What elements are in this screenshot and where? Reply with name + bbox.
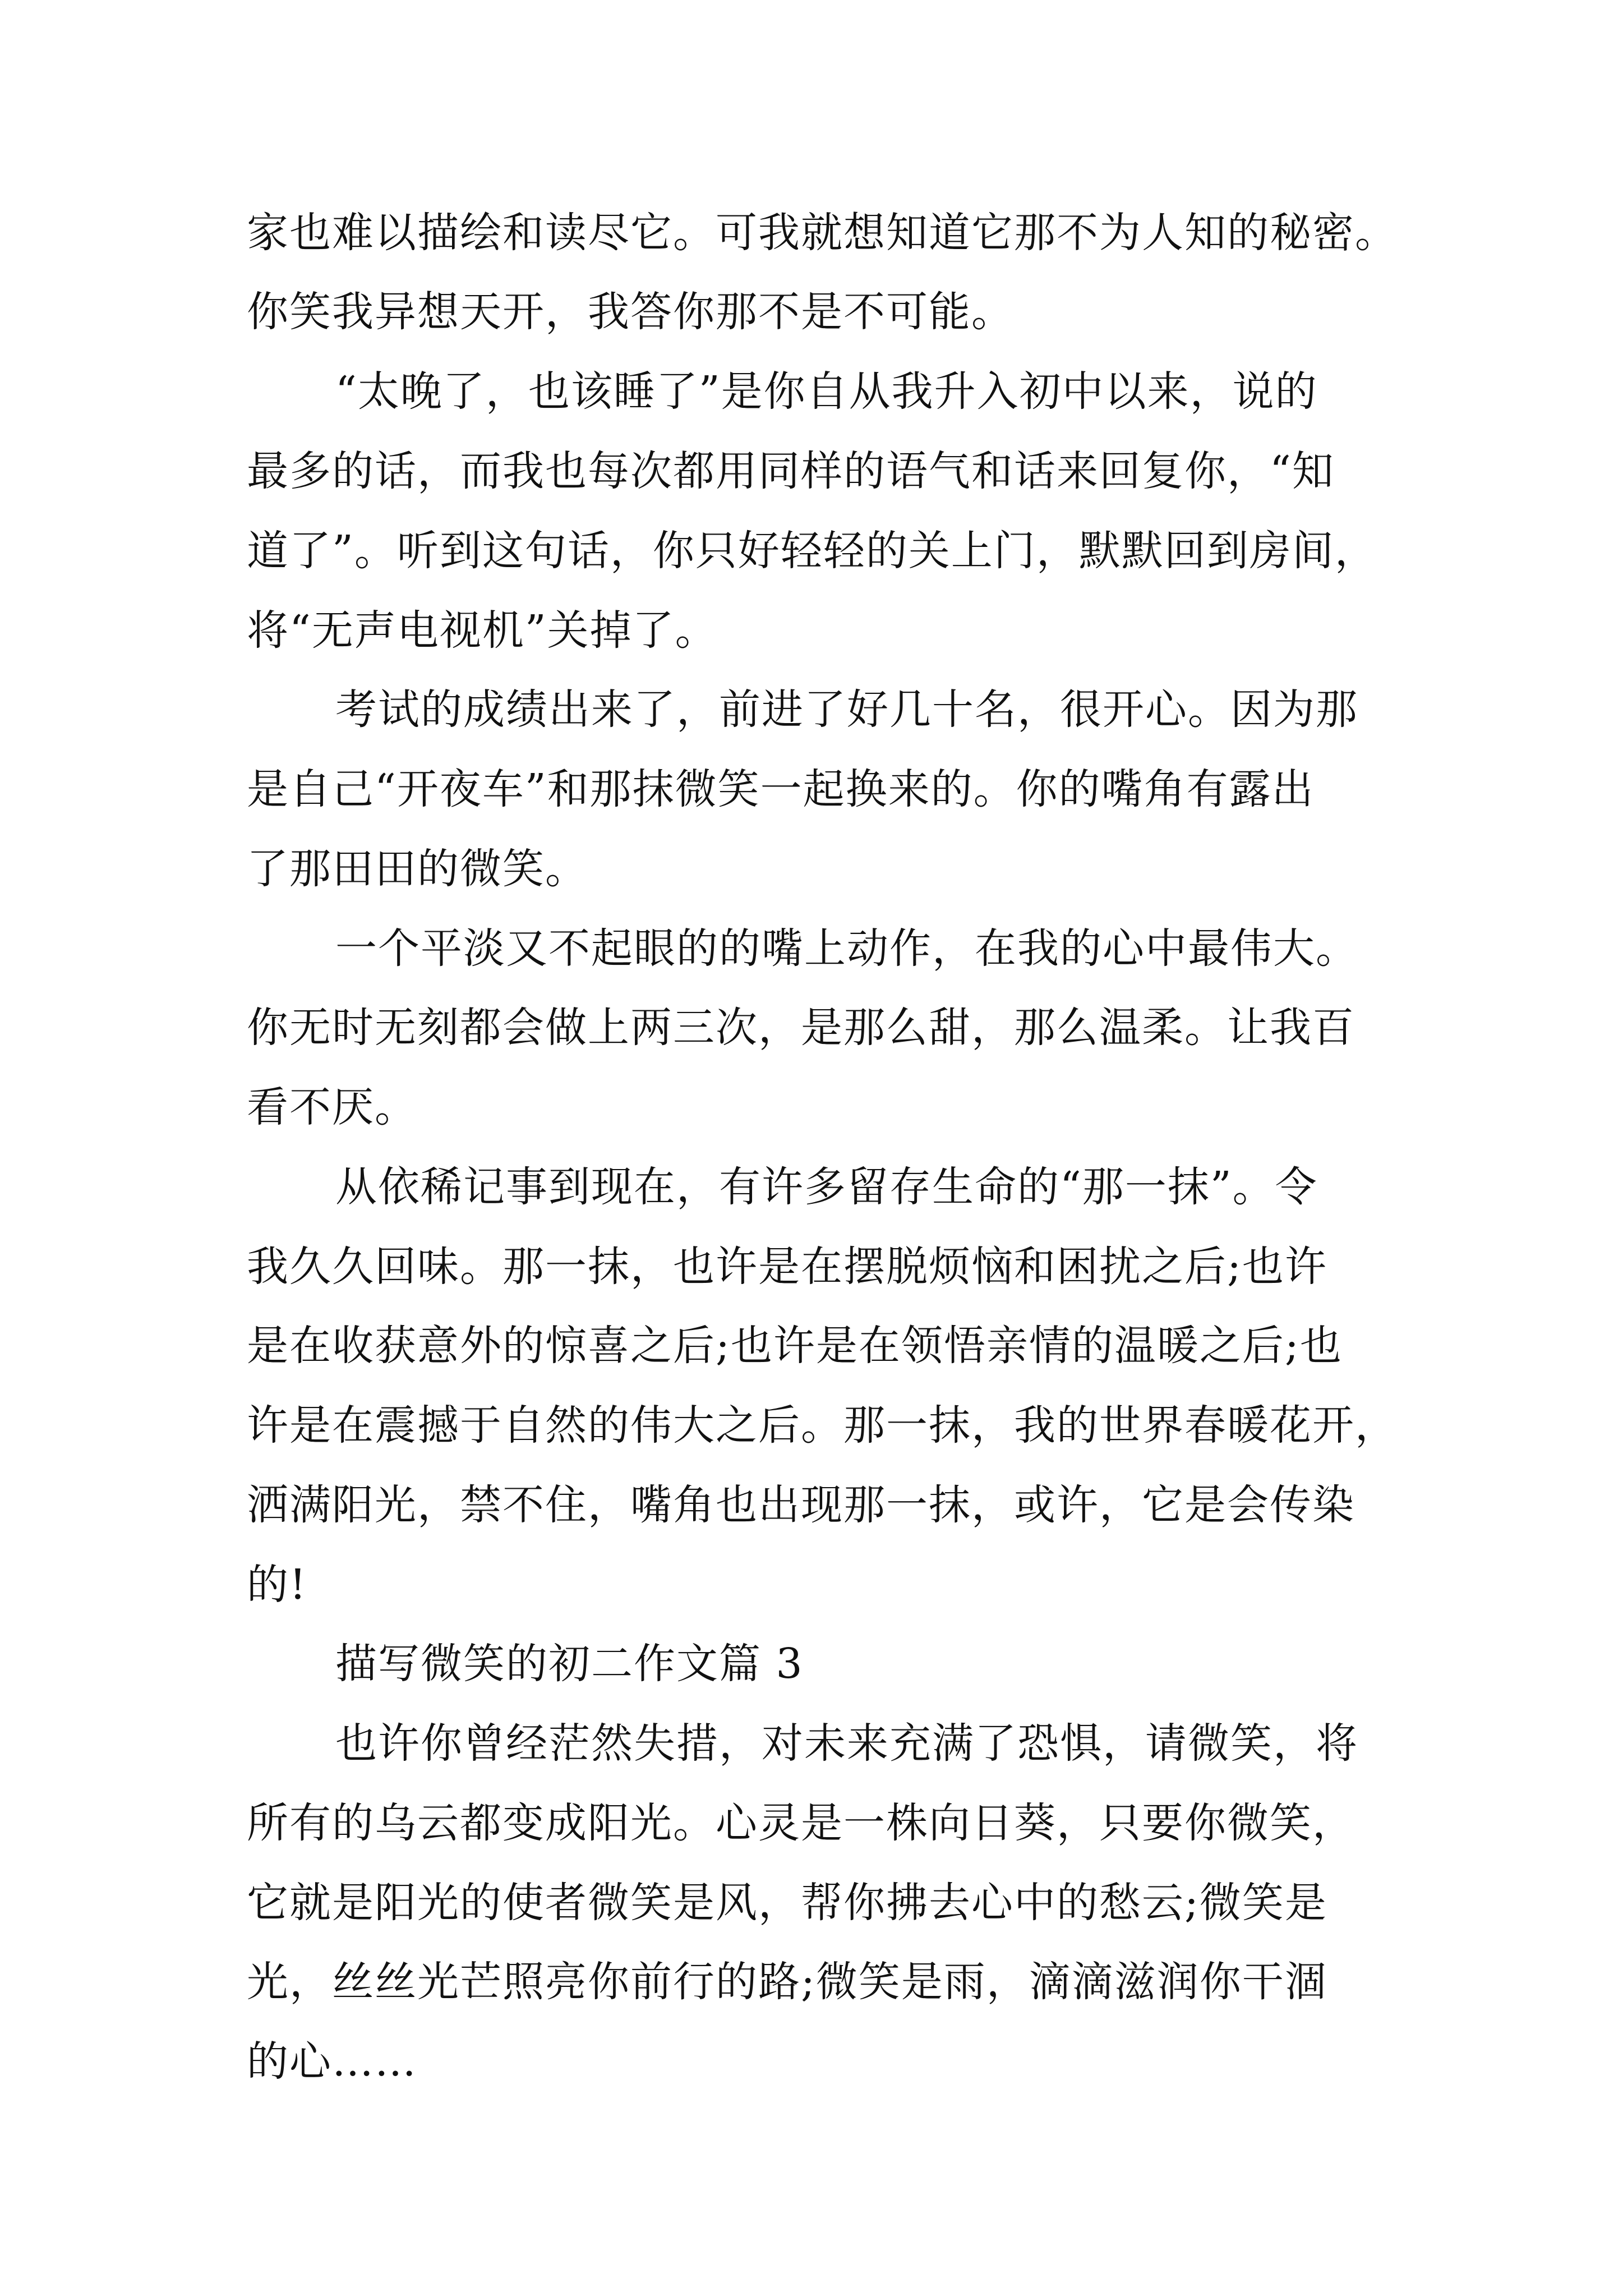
text-line: 道了”。听到这句话，你只好轻轻的关上门，默默回到房间， bbox=[247, 527, 1377, 575]
text-line: 所有的乌云都变成阳光。心灵是一株向日葵，只要你微笑， bbox=[247, 1799, 1355, 1847]
text-line: 将“无声电视机”关掉了。 bbox=[247, 606, 718, 655]
paragraph-start-line: 也许你曾经茫然失措，对未来充满了恐惧，请微笑，将 bbox=[335, 1719, 1358, 1768]
section-heading: 描写微笑的初二作文篇 3 bbox=[335, 1640, 804, 1688]
paragraph-start-line: “太晚了，也该睡了”是你自从我升入初中以来，说的 bbox=[335, 367, 1318, 416]
paragraph-start-line: 从依稀记事到现在，有许多留存生命的“那一抹”。令 bbox=[335, 1163, 1318, 1211]
text-line: 它就是阳光的使者微笑是风，帮你拂去心中的愁云;微笑是 bbox=[247, 1879, 1327, 1927]
text-line: 最多的话，而我也每次都用同样的语气和话来回复你，“知 bbox=[247, 447, 1335, 495]
text-line: 你无时无刻都会做上两三次，是那么甜，那么温柔。让我百 bbox=[247, 1004, 1355, 1052]
text-line: 的心…… bbox=[247, 2037, 417, 2086]
text-line: 的! bbox=[247, 1561, 307, 1609]
text-line: 许是在震撼于自然的伟大之后。那一抹，我的世界春暖花开， bbox=[247, 1401, 1398, 1450]
text-line: 我久久回味。那一抹，也许是在摆脱烦恼和困扰之后;也许 bbox=[247, 1243, 1327, 1291]
text-line: 光，丝丝光芒照亮你前行的路;微笑是雨，滴滴滋润你干涸 bbox=[247, 1958, 1327, 2006]
paragraph-start-line: 一个平淡又不起眼的的嘴上动作，在我的心中最伟大。 bbox=[335, 924, 1358, 973]
paragraph-start-line: 考试的成绩出来了，前进了好几十名，很开心。因为那 bbox=[335, 685, 1358, 734]
text-line: 是自己“开夜车”和那抹微笑一起换来的。你的嘴角有露出 bbox=[247, 765, 1315, 813]
text-line: 家也难以描绘和读尽它。可我就想知道它那不为人知的秘密。 bbox=[247, 209, 1398, 257]
text-line: 了那田田的微笑。 bbox=[247, 845, 588, 893]
text-line: 是在收获意外的惊喜之后;也许是在领悟亲情的温暖之后;也 bbox=[247, 1322, 1343, 1370]
text-line: 你笑我异想天开，我答你那不是不可能。 bbox=[247, 288, 1014, 336]
text-line: 看不厌。 bbox=[247, 1083, 417, 1131]
text-line: 洒满阳光，禁不住，嘴角也出现那一抹，或许，它是会传染 bbox=[247, 1481, 1355, 1529]
